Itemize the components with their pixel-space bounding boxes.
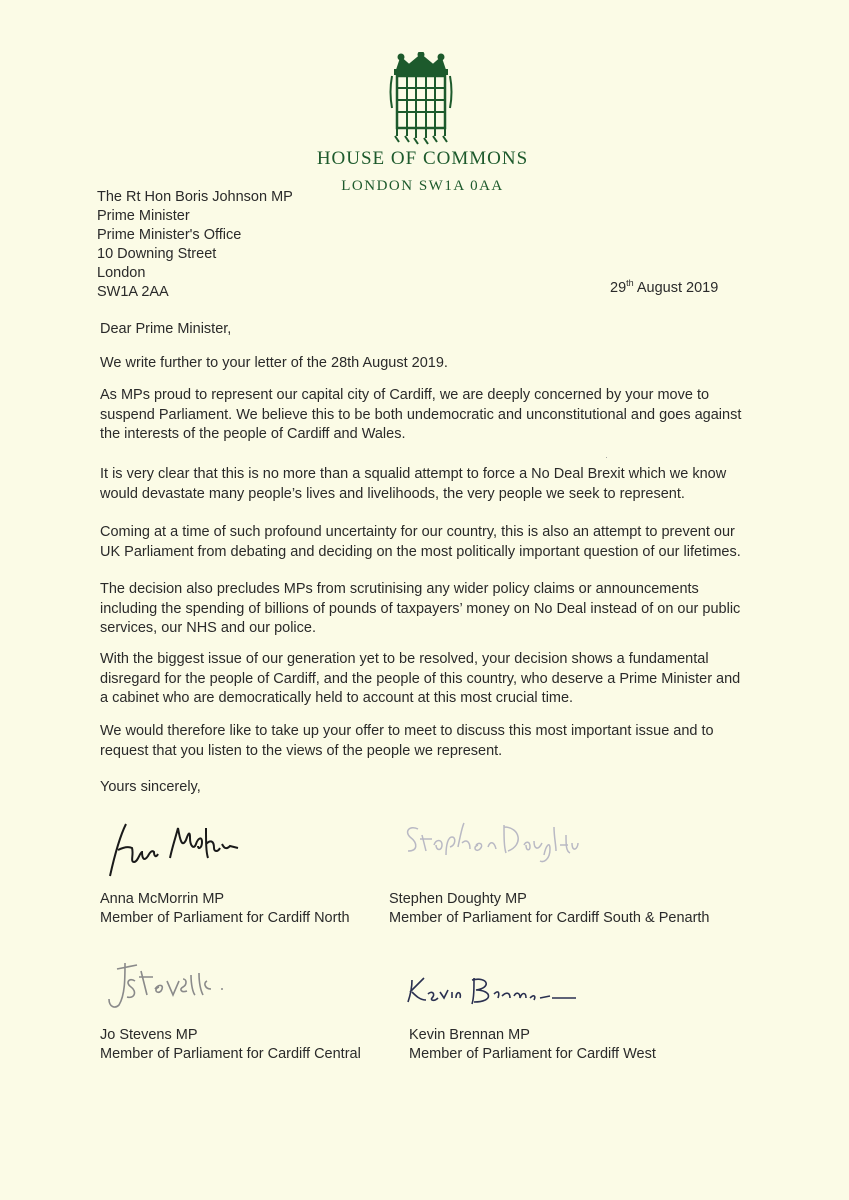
recipient-address bbox=[97, 188, 293, 302]
signatory-role: Member of Parliament for Cardiff Central bbox=[100, 1046, 361, 1062]
signature-stephen-doughty bbox=[400, 815, 580, 865]
signature-anna-mcmorrin bbox=[98, 818, 248, 883]
paragraph: The decision also precludes MPs from scrutinising any wider policy claims or announcements including the spending of billions of pounds of taxpayers’ money on No Deal instead of on our public services, our NHS and our police. bbox=[100, 581, 741, 636]
paragraph: As MPs proud to represent our capital city of Cardiff, we are deeply concerned by your move to suspend Parliament. We believe this to be both undemocratic and unconstitutional and goes against the interests of the people of Cardiff and Wales. bbox=[100, 387, 742, 442]
signatory-role: Member of Parliament for Cardiff West bbox=[409, 1046, 656, 1062]
signatory-role: Member of Parliament for Cardiff South & Penarth bbox=[389, 910, 710, 926]
portcullis-crest-icon bbox=[387, 52, 455, 148]
paragraph: We write further to your letter of the 28th August 2019. bbox=[100, 355, 448, 371]
recipient-line: SW1A 2AA bbox=[97, 284, 169, 300]
letterhead-address: LONDON SW1A 0AA bbox=[341, 178, 504, 194]
letter-date bbox=[610, 278, 718, 296]
date-day: 29 bbox=[610, 279, 627, 296]
paragraph: With the biggest issue of our generation yet to be resolved, your decision shows a fundamental disregard for the people of Cardiff, and the people of this country, who deserve a Prime Minister and a cabinet who are democratically held to account at this most crucial time. bbox=[100, 651, 741, 706]
salutation: Dear Prime Minister, bbox=[100, 321, 232, 337]
closing: Yours sincerely, bbox=[100, 779, 201, 795]
paragraph: It is very clear that this is no more than a squalid attempt to force a No Deal Brexit which we know would devastate many people’s lives and livelihoods, the very people we seek to represent. bbox=[100, 466, 727, 502]
signature-jo-stevens bbox=[95, 955, 245, 1015]
paragraph: Coming at a time of such profound uncertainty for our country, this is also an attempt to prevent our UK Parliament from debating and deciding on the most politically important question of our lifetimes. bbox=[100, 524, 741, 560]
house-of-commons-heading: HOUSE OF COMMONS bbox=[316, 148, 529, 169]
date-suffix: th bbox=[626, 278, 634, 288]
signature-kevin-brennan bbox=[402, 970, 582, 1010]
recipient-line: The Rt Hon Boris Johnson MP bbox=[97, 189, 293, 205]
recipient-line: London bbox=[97, 265, 146, 281]
recipient-line: 10 Downing Street bbox=[97, 246, 217, 262]
signatory-name: Anna McMorrin MP bbox=[100, 891, 225, 907]
recipient-line: Prime Minister bbox=[97, 208, 190, 224]
signatory-name: Stephen Doughty MP bbox=[389, 891, 527, 907]
date-month-year: August 2019 bbox=[633, 279, 719, 296]
paper-mark: · bbox=[605, 452, 608, 462]
signatory-name: Kevin Brennan MP bbox=[409, 1027, 530, 1043]
signatory-name: Jo Stevens MP bbox=[100, 1027, 198, 1043]
recipient-line: Prime Minister's Office bbox=[97, 227, 242, 243]
signatory-role: Member of Parliament for Cardiff North bbox=[100, 910, 350, 926]
paragraph: We would therefore like to take up your offer to meet to discuss this most important issue and to request that you listen to the views of the people we represent. bbox=[100, 723, 714, 759]
